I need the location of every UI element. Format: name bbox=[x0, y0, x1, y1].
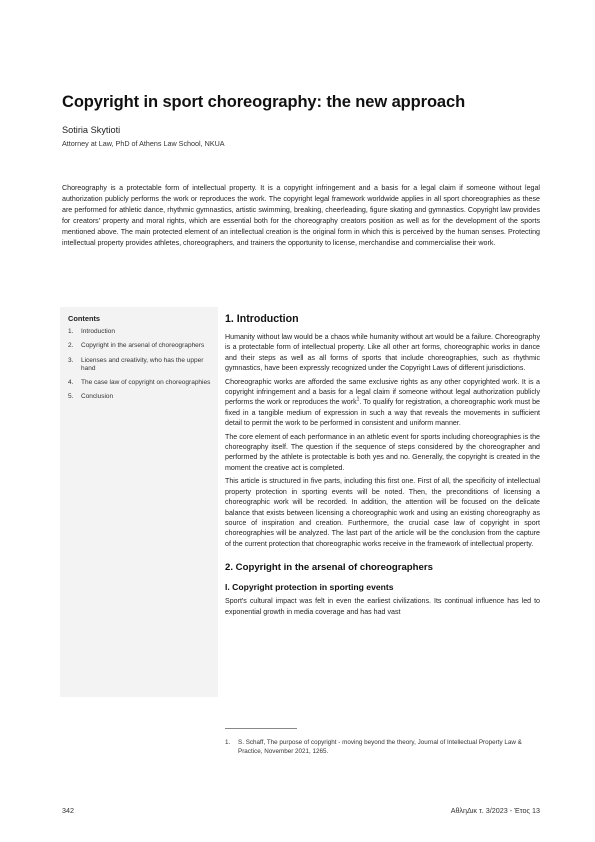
footnote-text: S. Schaff, The purpose of copyright - moving beyond the theory, Journal of Intellectual Property Law & Practice, November 2021, 1265. bbox=[238, 739, 522, 756]
toc-item-number: 5. bbox=[68, 393, 74, 401]
toc-item-number: 3. bbox=[68, 356, 74, 364]
main-column bbox=[225, 312, 540, 620]
article-title: Copyright in sport choreography: the new approach bbox=[62, 93, 466, 111]
paragraph: The core element of each performance in an athletic event for sports including choreographies is the choreography itself. The question if the sequence of steps considered by the choreographer and performed by the athlete is protectable is both yes and no. Generally, the copyright is created in the moment the creative act is completed. bbox=[225, 432, 540, 472]
toc-item-label: Licenses and creativity, who has the upper hand bbox=[81, 356, 204, 372]
author-name: Sotiria Skytioti bbox=[62, 125, 121, 135]
subsection-heading: I. Copyright protection in sporting events bbox=[225, 582, 394, 593]
toc-item[interactable] bbox=[68, 342, 214, 350]
toc-item[interactable] bbox=[68, 393, 214, 401]
contents-box bbox=[60, 307, 218, 697]
paragraph-text: . To qualify for registration, a choreographic work must be fixed in a tangible medium of expression in such a way that reveals the movements in sufficient detail to permit the work to be performed in consistent and uniform manner. bbox=[225, 398, 540, 428]
toc-item-label: Copyright in the arsenal of choreographers bbox=[81, 342, 205, 350]
toc-item-number: 4. bbox=[68, 379, 74, 387]
footnote-reference[interactable]: 1 bbox=[356, 397, 360, 404]
toc-item-number: 2. bbox=[68, 342, 74, 350]
toc-item-label: Conclusion bbox=[81, 393, 114, 401]
toc-item[interactable] bbox=[68, 379, 214, 387]
toc-item[interactable] bbox=[68, 328, 214, 336]
author-affiliation: Attorney at Law, PhD of Athens Law School, NKUA bbox=[62, 139, 225, 148]
page-number: 342 bbox=[62, 806, 74, 815]
contents-title: Contents bbox=[68, 314, 101, 323]
footnote-number: 1. bbox=[225, 739, 231, 746]
toc-item[interactable] bbox=[68, 357, 214, 374]
section-heading-copyright-arsenal: 2. Copyright in the arsenal of choreographers bbox=[225, 562, 433, 574]
toc-item-label: Introduction bbox=[81, 328, 115, 335]
paragraph: This article is structured in five parts, including this first one. First of all, the specificity of intellectual property protection in sporting events will be noted. Then, the preconditions of licensing a choreographic work will be recorded. In addition, the attention will be focused on the delicate balance that exists between licensing a choreographic work and using an existing choreography as source of inspiration and creation. Furthermore, the crucial case law of copyright in sport choreographies will be analyzed. The last part of the article will be the conclusion from the capture of the current protection that choreographic works receive in the framework of intellectual property. bbox=[225, 477, 540, 548]
footnote bbox=[225, 738, 540, 756]
toc-item-label: The case law of copyright on choreographies bbox=[81, 379, 211, 387]
footnote-divider bbox=[225, 728, 297, 729]
paragraph: Sport's cultural impact was felt in even the earliest civilizations. Its continual influence has led to exponential growth in media coverage and has had vast bbox=[225, 597, 540, 616]
paragraph bbox=[225, 377, 540, 429]
paragraph-text: Choreographic works are afforded the same exclusive rights as any other copyrighted work. It is a copyright infringement and a basis for a legal claim if someone without legal authorization publicly performs the work or reproduces the work bbox=[225, 377, 540, 407]
toc-item-number: 1. bbox=[68, 328, 74, 335]
table-of-contents bbox=[68, 328, 214, 408]
section-heading-introduction: 1. Introduction bbox=[225, 313, 299, 325]
abstract: Choreography is a protectable form of intellectual property. It is a copyright infringement and a basis for a legal claim if someone without legal authorization publicly performs the work or reproduces the work. The copyright legal framework worldwide applies in all sport choreographies as these are performed for athletic dance, rhythmic gymnastics, artistic swimming, breaking, cheerleading, figure skating and gymnastics. Copyright law provides for creators' property and moral rights, which are essential both for the choreography creators position as well as for the development of the sports mentioned above. The main protected element of an intellectual creation is the original form in which this is perceived by the human senses. Protecting intellectual property provides athletes, choreographers, and trainers the opportunity to license, merchandise and commercialise their work. bbox=[62, 184, 540, 247]
journal-reference: ΑθληΔικ τ. 3/2023 - Έτος 13 bbox=[450, 806, 540, 815]
paragraph: Humanity without law would be a chaos while humanity without art would be a failure. Choreography is a protectable form of intellectual property. Like all other art forms, choreographic works in dance and their steps as well as all forms of sports that include choreographies, such as rhythmic gymnastics, have been expressly recognized under the Copyright Laws of different jurisdictions. bbox=[225, 333, 540, 373]
